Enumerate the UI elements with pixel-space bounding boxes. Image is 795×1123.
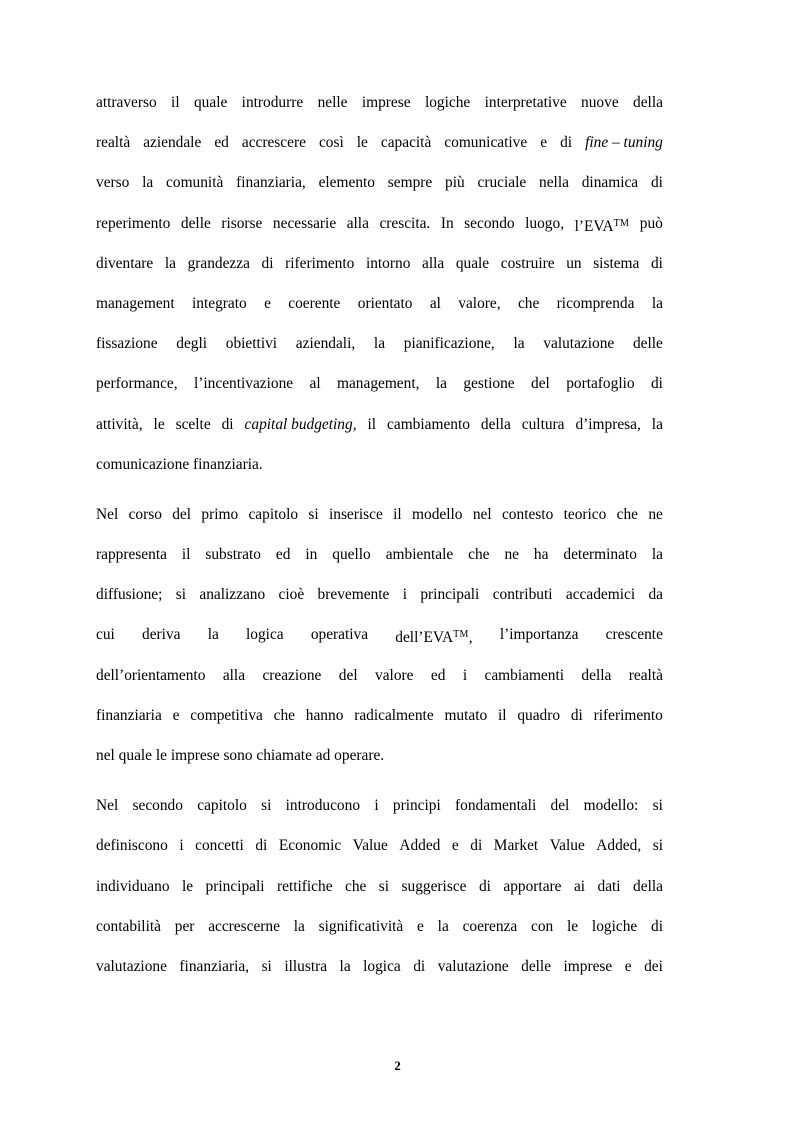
- text-line: Nel secondo capitolo si introducono i principi fondamentali del modello: si: [96, 797, 663, 815]
- page-number: 2: [394, 1058, 401, 1073]
- trademark-superscript: TM: [453, 629, 469, 641]
- text-line: dell’orientamento alla creazione del valore ed i cambiamenti della realtà: [96, 666, 663, 684]
- text-line: diffusione; si analizzano cioè brevemente i principali contributi accademici da: [96, 586, 663, 604]
- page-body: [96, 88, 663, 992]
- text-line: fissazione degli obiettivi aziendali, la pianificazione, la valutazione delle: [96, 335, 663, 353]
- text-line: attraverso il quale introdurre nelle imprese logiche interpretative nuove della: [96, 94, 663, 111]
- text-line: rappresenta il substrato ed in quello ambientale che ne ha determinato la: [96, 546, 663, 564]
- text-line: reperimento delle risorse necessarie alla crescita. In secondo luogo, l’EVA™ può: [96, 214, 663, 235]
- text-line: nel quale le imprese sono chiamate ad operare.: [96, 747, 385, 764]
- paragraph-gap: [96, 781, 663, 791]
- italic-term: capital budgeting,: [244, 415, 357, 433]
- text-line: valutazione finanziaria, si illustra la logica di valutazione delle imprese e dei: [96, 957, 663, 975]
- text-line: comunicazione finanziaria.: [96, 455, 263, 473]
- paragraph: [96, 500, 663, 781]
- text-line: cui deriva la logica operativa dell’EVA™, l’importanza crescente: [96, 626, 663, 647]
- paragraph-gap: [96, 490, 663, 500]
- text-line: realtà aziendale ed accrescere così le capacità comunicative e di fine – tuning: [96, 128, 663, 168]
- trademark-superscript: TM: [613, 217, 630, 229]
- text-line: performance, l’incentivazione al management, la gestione del portafoglio di: [96, 375, 663, 393]
- text-line: contabilità per accrescerne la significatività e la coerenza con le logiche di: [96, 917, 663, 935]
- text-line: diventare la grandezza di riferimento intorno alla quale costruire un sistema di: [96, 254, 663, 272]
- text-line: individuano le principali rettifiche che si suggerisce di apportare ai dati della: [96, 877, 663, 895]
- italic-term: fine – tuning: [585, 134, 663, 152]
- text-line: attività, le scelte di capital budgeting, il cambiamento della cultura d’impresa, la: [96, 410, 663, 450]
- text-line: finanziaria e competitiva che hanno radicalmente mutato il quadro di riferimento: [96, 706, 663, 724]
- text-line: definiscono i concetti di Economic Value Added e di Market Value Added, si: [96, 837, 663, 855]
- paragraph: [96, 88, 663, 490]
- text-line: verso la comunità finanziaria, elemento sempre più cruciale nella dinamica di: [96, 174, 663, 192]
- paragraph: [96, 791, 663, 992]
- text-line: management integrato e coerente orientato al valore, che ricomprenda la: [96, 294, 663, 312]
- text-line: Nel corso del primo capitolo si inserisce il modello nel contesto teorico che ne: [96, 505, 663, 523]
